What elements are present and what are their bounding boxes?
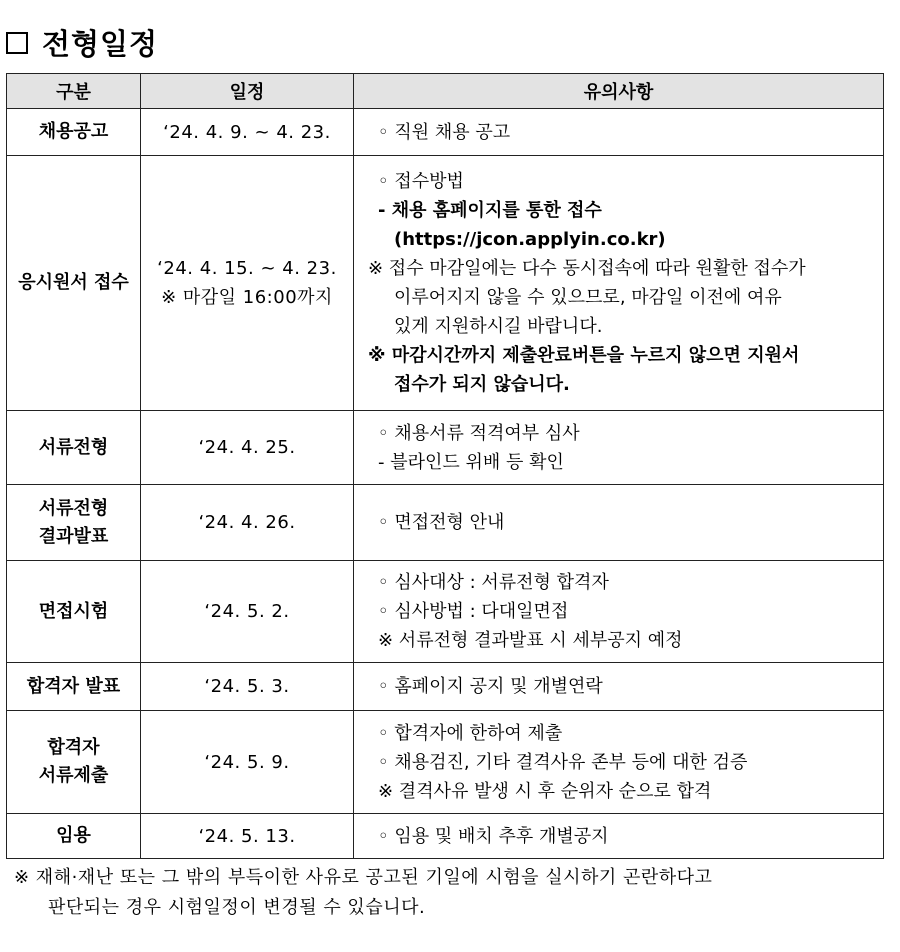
category-text: 서류제출 — [38, 765, 109, 786]
category-text: 서류전형 — [38, 497, 109, 519]
note-line: ◦ 합격자에 한하여 제출 — [378, 722, 563, 744]
category-text: 합격자 발표 — [26, 675, 121, 697]
table-row — [7, 411, 884, 485]
note-line: ◦ 심사대상 : 서류전형 합격자 — [378, 572, 609, 593]
note-line: ※ 결격사유 발생 시 후 순위자 순으로 합격 — [378, 780, 712, 802]
table-row — [7, 814, 884, 859]
note-line: 있게 지원하시길 바랍니다. — [394, 316, 603, 337]
row-date — [141, 561, 354, 663]
header-schedule: 일정 — [141, 74, 354, 109]
date-text: ‘24. 4. 15. ~ 4. 23. — [157, 258, 337, 279]
date-text: ‘24. 4. 9. ~ 4. 23. — [163, 121, 331, 143]
note-line: ◦ 채용검진, 기타 결격사유 존부 등에 대한 검증 — [378, 751, 748, 773]
row-notes — [354, 711, 884, 814]
row-category — [7, 411, 141, 485]
footer-line: 판단되는 경우 시험일정이 변경될 수 있습니다. — [48, 897, 426, 918]
row-notes — [354, 663, 884, 711]
note-line: ◦ 직원 채용 공고 — [378, 121, 511, 143]
table-row — [7, 485, 884, 561]
row-category — [7, 156, 141, 411]
row-date — [141, 109, 354, 156]
table-row — [7, 711, 884, 814]
row-category — [7, 561, 141, 663]
note-line: - 채용 홈페이지를 통한 접수 — [378, 200, 602, 221]
row-date — [141, 711, 354, 814]
note-line: ※ 마감시간까지 제출완료버튼을 누르지 않으면 지원서 — [368, 345, 800, 366]
footer-line: ※ 재해·재난 또는 그 밖의 부득이한 사유로 공고된 기일에 시험을 실시하기 곤란하다고 — [14, 867, 713, 888]
date-text: ‘24. 5. 2. — [204, 601, 290, 622]
table-row — [7, 663, 884, 711]
header-category: 구분 — [7, 74, 141, 109]
row-notes — [354, 156, 884, 411]
row-date — [141, 814, 354, 859]
row-date — [141, 663, 354, 711]
note-line: ◦ 심사방법 : 다대일면접 — [378, 601, 569, 622]
note-line: ◦ 임용 및 배치 추후 개별공지 — [378, 825, 609, 847]
row-notes — [354, 485, 884, 561]
table-row — [7, 561, 884, 663]
note-line: ※ 서류전형 결과발표 시 세부공지 예정 — [378, 630, 683, 651]
date-note-text: ※ 마감일 16:00까지 — [161, 287, 333, 308]
row-category — [7, 814, 141, 859]
header-notes: 유의사항 — [354, 74, 884, 109]
date-text: ‘24. 5. 13. — [198, 825, 296, 847]
row-notes — [354, 814, 884, 859]
category-text: 임용 — [56, 825, 91, 846]
note-line: ◦ 면접전형 안내 — [378, 512, 505, 533]
category-text: 면접시험 — [38, 600, 109, 622]
row-notes — [354, 109, 884, 156]
date-text: ‘24. 4. 26. — [198, 512, 296, 533]
checkbox-square-icon — [6, 32, 28, 54]
section-title — [6, 22, 158, 63]
category-text: 응시원서 접수 — [18, 272, 129, 293]
date-text: ‘24. 5. 9. — [204, 751, 290, 773]
table-header-row — [7, 74, 884, 109]
row-category — [7, 711, 141, 814]
note-line: ◦ 홈페이지 공지 및 개별연락 — [378, 676, 603, 697]
category-text: 서류전형 — [38, 436, 109, 458]
note-line: ※ 접수 마감일에는 다수 동시접속에 따라 원활한 접수가 — [368, 258, 806, 279]
note-line: - 블라인드 위배 등 확인 — [378, 451, 564, 473]
category-text: 합격자 — [47, 737, 100, 758]
row-date — [141, 411, 354, 485]
table-row — [7, 109, 884, 156]
note-line: 이루어지지 않을 수 있으므로, 마감일 이전에 여유 — [394, 287, 782, 308]
category-text: 결과발표 — [38, 525, 109, 547]
category-text: 채용공고 — [38, 121, 109, 142]
row-notes — [354, 561, 884, 663]
row-category — [7, 109, 141, 156]
application-url: (https://jcon.applyin.co.kr) — [394, 229, 666, 250]
table-row — [7, 156, 884, 411]
date-text: ‘24. 4. 25. — [198, 437, 296, 458]
footer-note — [14, 863, 886, 923]
row-category — [7, 485, 141, 561]
note-line: ◦ 접수방법 — [378, 171, 464, 192]
row-date — [141, 156, 354, 411]
note-line: ◦ 채용서류 적격여부 심사 — [378, 422, 580, 444]
row-date — [141, 485, 354, 561]
note-line: 접수가 되지 않습니다. — [394, 374, 570, 395]
section-title-text: 전형일정 — [42, 27, 159, 61]
row-notes — [354, 411, 884, 485]
schedule-table — [6, 73, 884, 859]
row-category — [7, 663, 141, 711]
date-text: ‘24. 5. 3. — [204, 676, 290, 697]
